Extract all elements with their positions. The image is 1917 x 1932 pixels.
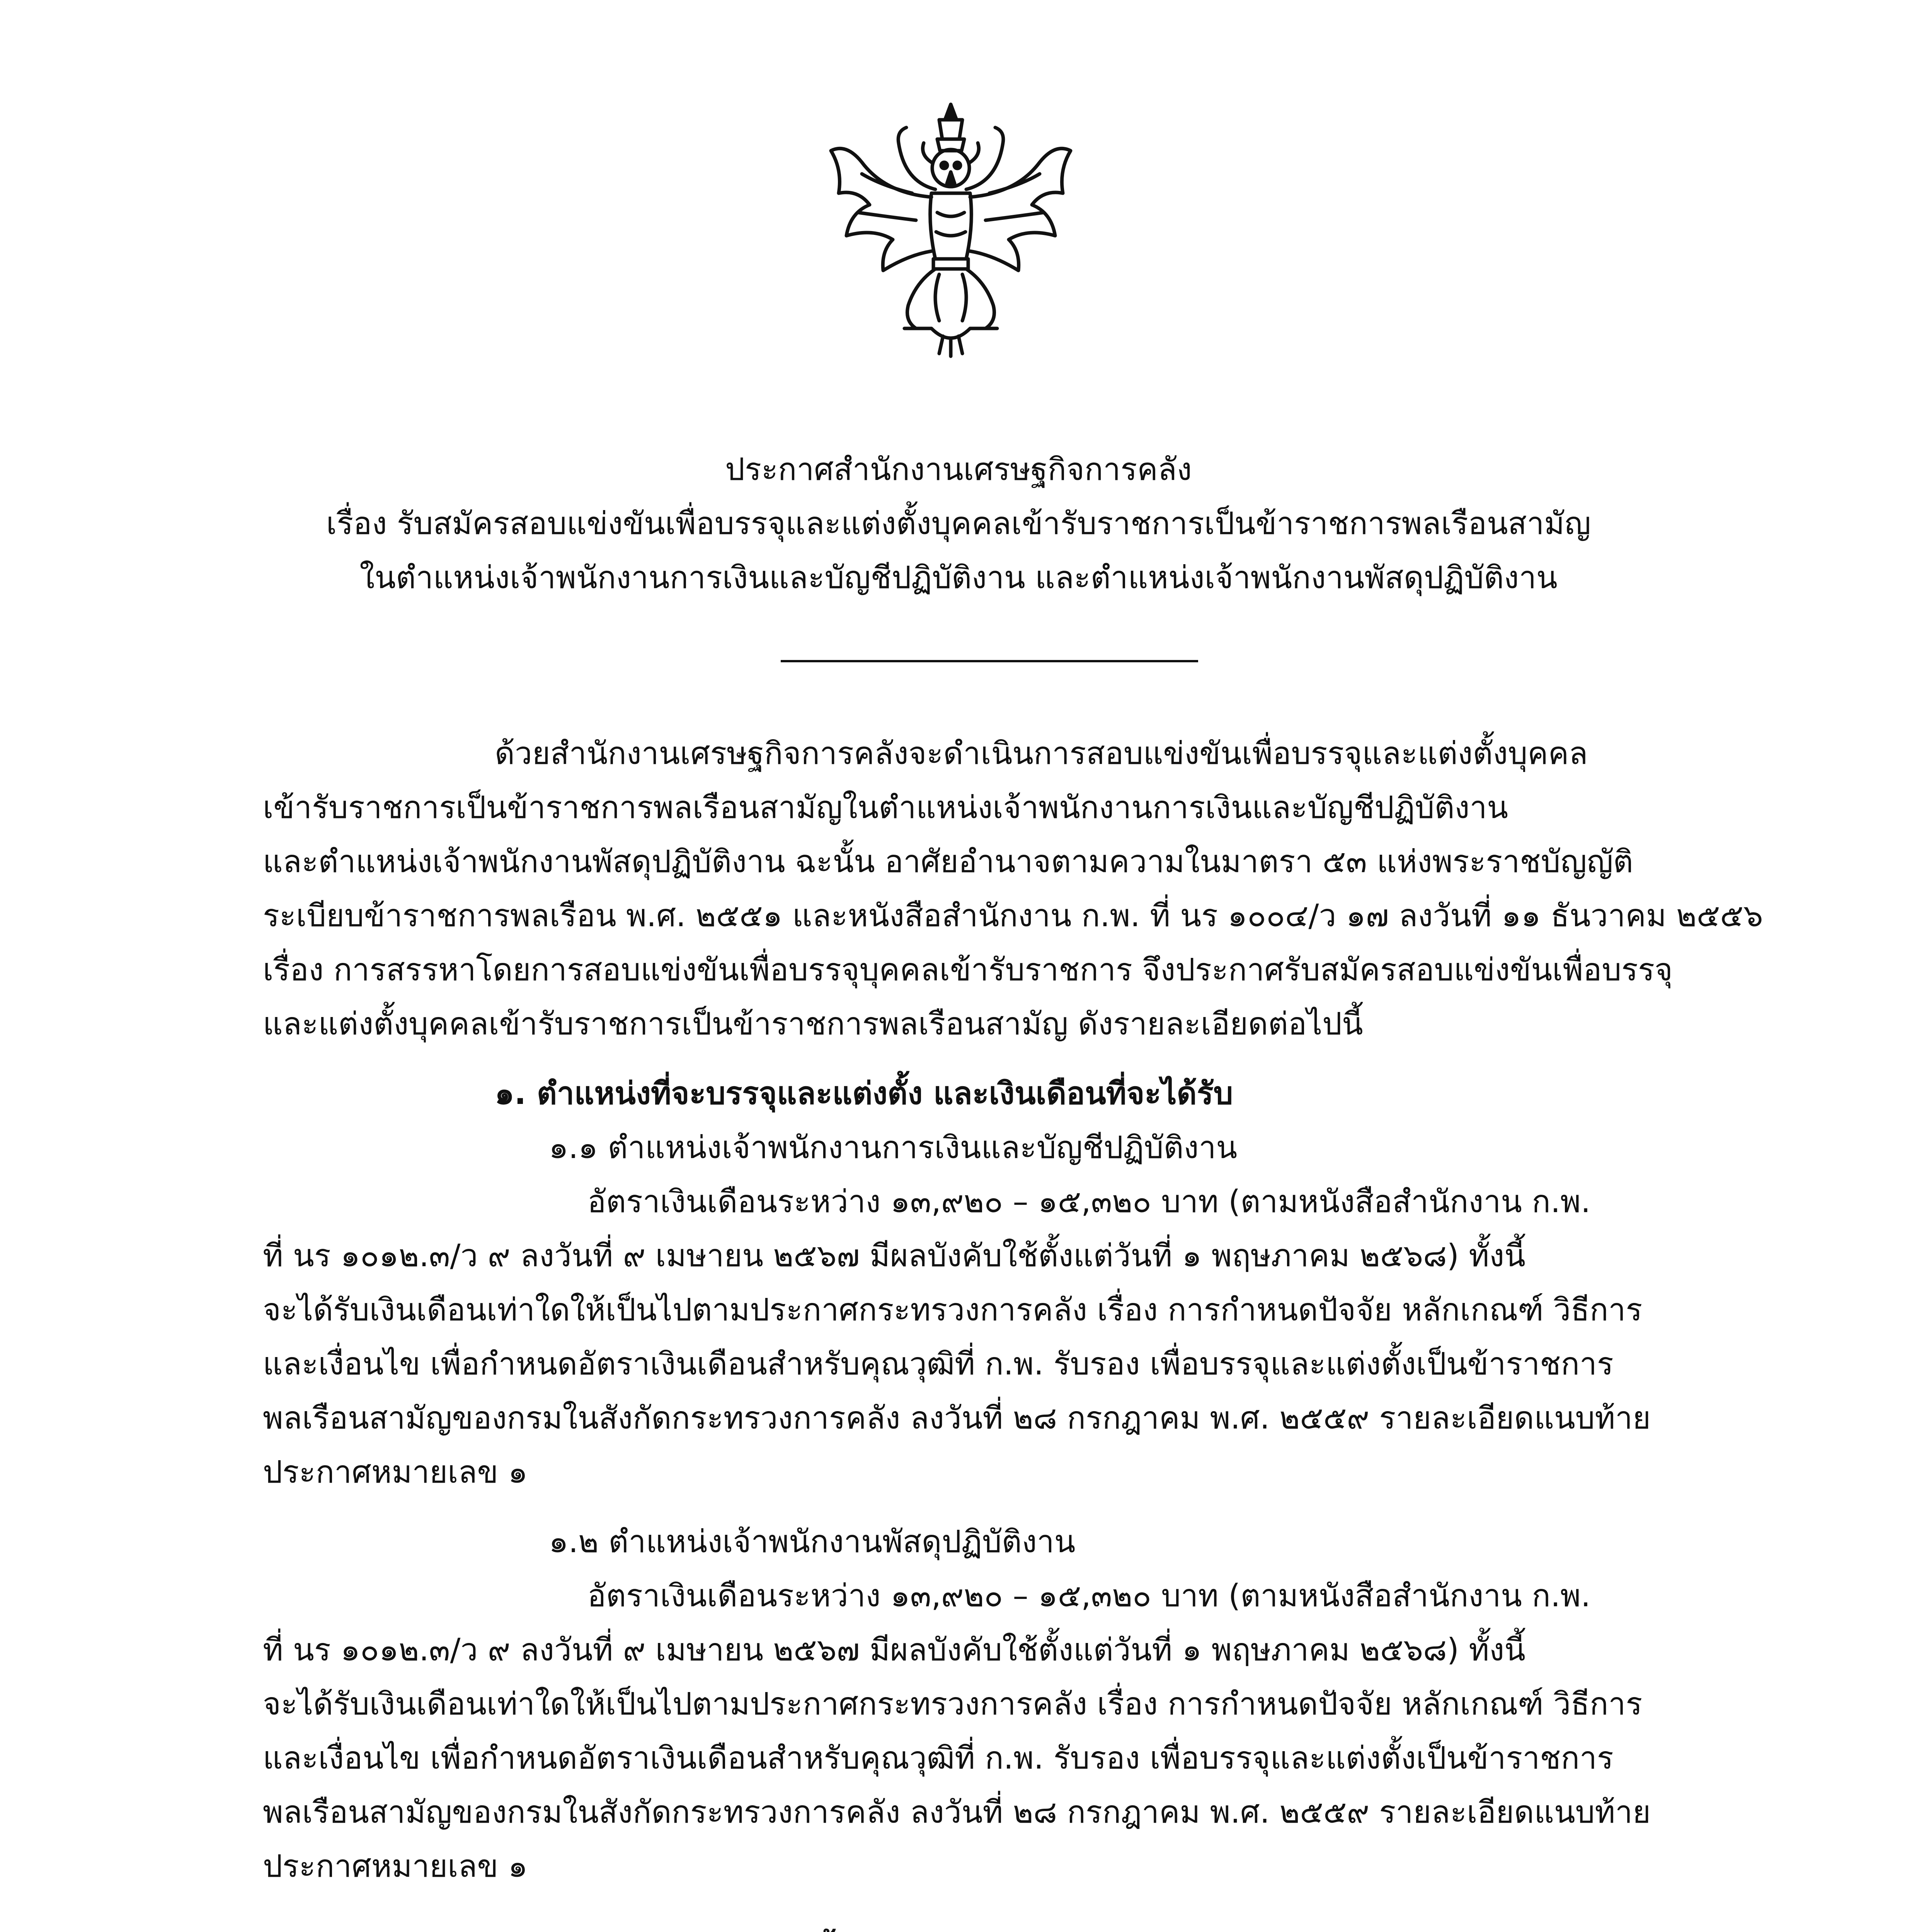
item-1-2-line-3: จะได้รับเงินเดือนเท่าใดให้เป็นไปตามประกาศกระทรวงการคลัง เรื่อง การกำหนดปัจจัย หลักเกณฑ์ วิธีการ (263, 1686, 1643, 1722)
section-1-heading: ๑. ตำแหน่งที่จะบรรจุและแต่งตั้ง และเงินเดือนที่จะได้รับ (495, 1075, 1233, 1111)
intro-line-3: และตำแหน่งเจ้าพนักงานพัสดุปฏิบัติงาน ฉะนั้น อาศัยอำนาจตามความในมาตรา ๕๓ แห่งพระราชบัญญัติ (263, 844, 1633, 879)
item-1-2-line-6: ประกาศหมายเลข ๑ (263, 1848, 528, 1884)
garuda-emblem-icon (815, 97, 1086, 359)
intro-line-1: ด้วยสำนักงานเศรษฐกิจการคลังจะดำเนินการสอบแข่งขันเพื่อบรรจุและแต่งตั้งบุคคล (495, 735, 1588, 771)
item-1-1-line-2: ที่ นร ๑๐๑๒.๓/ว ๙ ลงวันที่ ๙ เมษายน ๒๕๖๗ มีผลบังคับใช้ตั้งแต่วันที่ ๑ พฤษภาคม ๒๕๖๘) ทั้งนี้ (263, 1238, 1525, 1274)
item-1-2-line-5: พลเรือนสามัญของกรมในสังกัดกระทรวงการคลัง ลงวันที่ ๒๘ กรกฎาคม พ.ศ. ๒๕๕๙ รายละเอียดแนบท้าย (263, 1794, 1651, 1830)
item-1-2-title: ๑.๒ ตำแหน่งเจ้าพนักงานพัสดุปฏิบัติงาน (549, 1524, 1076, 1560)
item-1-2-line-2: ที่ นร ๑๐๑๒.๓/ว ๙ ลงวันที่ ๙ เมษายน ๒๕๖๗ มีผลบังคับใช้ตั้งแต่วันที่ ๑ พฤษภาคม ๒๕๖๘) ทั้งนี้ (263, 1632, 1525, 1668)
item-1-1-line-1: อัตราเงินเดือนระหว่าง ๑๓,๙๒๐ – ๑๕,๓๒๐ บาท (ตามหนังสือสำนักงาน ก.พ. (587, 1184, 1591, 1219)
announcement-title: ประกาศสำนักงานเศรษฐกิจการคลัง (725, 451, 1192, 487)
item-1-2-line-1: อัตราเงินเดือนระหว่าง ๑๓,๙๒๐ – ๑๕,๓๒๐ บาท (ตามหนังสือสำนักงาน ก.พ. (587, 1578, 1591, 1614)
item-1-1-line-4: และเงื่อนไข เพื่อกำหนดอัตราเงินเดือนสำหรับคุณวุฒิที่ ก.พ. รับรอง เพื่อบรรจุและแต่งตั้งเป็นข้าราชการ (263, 1346, 1614, 1382)
item-1-1-title: ๑.๑ ตำแหน่งเจ้าพนักงานการเงินและบัญชีปฏิบัติงาน (549, 1129, 1238, 1165)
intro-line-6: และแต่งตั้งบุคคลเข้ารับราชการเป็นข้าราชการพลเรือนสามัญ ดังรายละเอียดต่อไปนี้ (263, 1006, 1363, 1042)
item-1-1-line-6: ประกาศหมายเลข ๑ (263, 1454, 528, 1490)
header-divider (781, 660, 1198, 662)
intro-line-5: เรื่อง การสรรหาโดยการสอบแข่งขันเพื่อบรรจุบุคคลเข้ารับราชการ จึงประกาศรับสมัครสอบแข่งขันเพื่อบรรจุ (263, 952, 1673, 988)
item-1-1-line-5: พลเรือนสามัญของกรมในสังกัดกระทรวงการคลัง ลงวันที่ ๒๘ กรกฎาคม พ.ศ. ๒๕๕๙ รายละเอียดแนบท้าย (263, 1400, 1651, 1436)
item-1-1-line-3: จะได้รับเงินเดือนเท่าใดให้เป็นไปตามประกาศกระทรวงการคลัง เรื่อง การกำหนดปัจจัย หลักเกณฑ์ วิธีการ (263, 1292, 1643, 1328)
intro-line-4: ระเบียบข้าราชการพลเรือน พ.ศ. ๒๕๕๑ และหนังสือสำนักงาน ก.พ. ที่ นร ๑๐๐๔/ว ๑๗ ลงวันที่ ๑๑ ธันวาคม ๒๕๕๖ (263, 898, 1763, 934)
item-1-2-line-4: และเงื่อนไข เพื่อกำหนดอัตราเงินเดือนสำหรับคุณวุฒิที่ ก.พ. รับรอง เพื่อบรรจุและแต่งตั้งเป็นข้าราชการ (263, 1740, 1614, 1776)
intro-line-2: เข้ารับราชการเป็นข้าราชการพลเรือนสามัญในตำแหน่งเจ้าพนักงานการเงินและบัญชีปฏิบัติงาน (263, 789, 1508, 825)
subject-line-1: เรื่อง รับสมัครสอบแข่งขันเพื่อบรรจุและแต่งตั้งบุคคลเข้ารับราชการเป็นข้าราชการพลเรือนสามัญ (326, 505, 1591, 541)
subject-line-2: ในตำแหน่งเจ้าพนักงานการเงินและบัญชีปฏิบัติงาน และตำแหน่งเจ้าพนักงานพัสดุปฏิบัติงาน (359, 560, 1558, 595)
